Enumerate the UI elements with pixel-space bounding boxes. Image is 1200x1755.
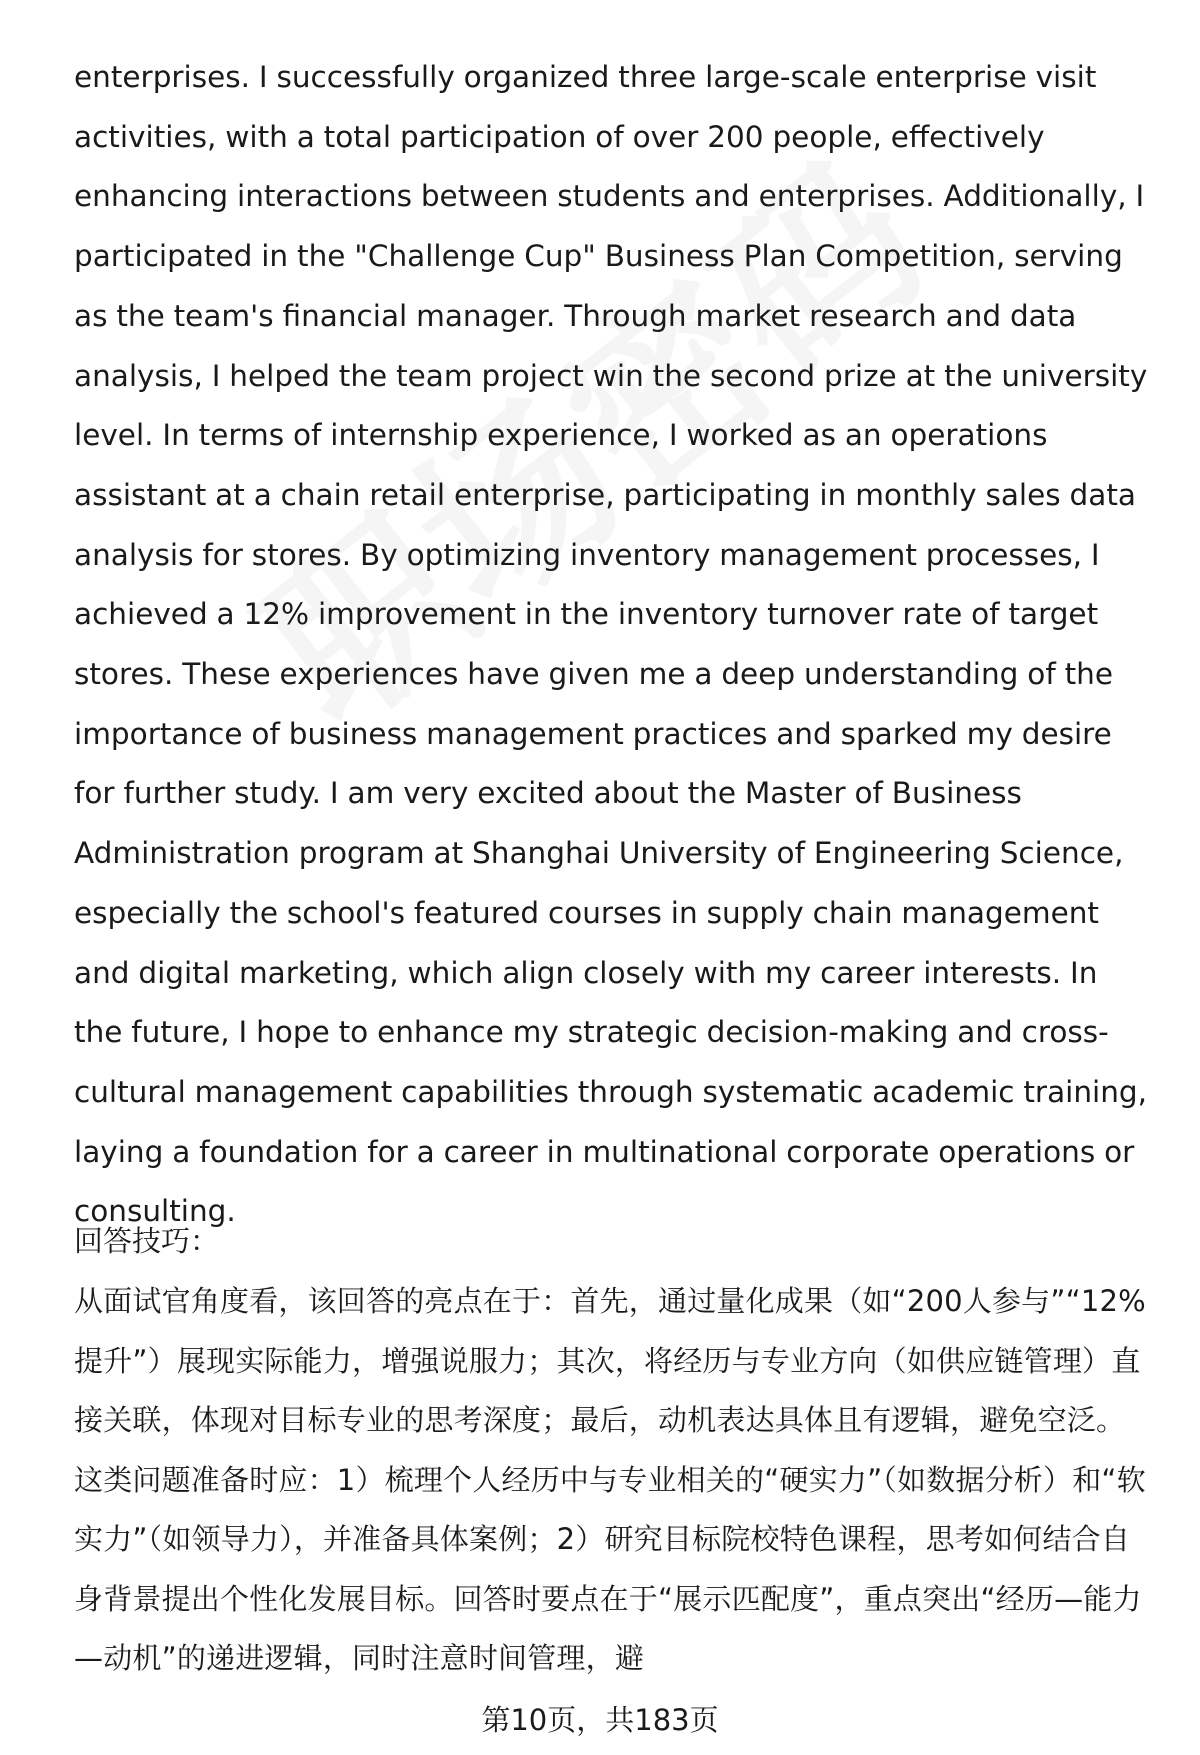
tips-paragraph: 从面试官角度看，该回答的亮点在于：首先，通过量化成果（如“200人参与”“12%提升”）展现实际能力，增强说服力；其次，将经历与专业方向（如供应链管理）直接关联，体现对目标专业的思考深度；最后，动机表达具体且有逻辑，避免空泛。这类问题准备时应：1）梳理个人经历中与专业相关的“硬实力”（如数据分析）和“软实力”（如领导力），并准备具体案例；2）研究目标院校特色课程，思考如何结合自身背景提出个性化发展目标。回答时要点在于“展示匹配度”，重点突出“经历—能力—动机”的递进逻辑，同时注意时间管理，避 xyxy=(74,1284,1146,1675)
essay-paragraph: enterprises. I successfully organized three large-scale enterprise visit activities, with a total participation of over 200 people, effectively enhancing interactions between students and enterprises. Additionally, I participated in the "Challenge Cup" Business Plan Competition, serving as the team's financial manager. Through market research and data analysis, I helped the team project win the second prize at the university level. In terms of internship experience, I worked as an operations assistant at a chain retail enterprise, participating in monthly sales data analysis for stores. By optimizing inventory management processes, I achieved a 12% improvement in the inventory turnover rate of target stores. These experiences have given me a deep understanding of the importance of business management practices and sparked my desire for further study. I am very excited about the Master of Business Administration program at Shanghai University of Engineering Science, especially the school's featured courses in supply chain management and digital marketing, which align closely with my career interests. In the future, I hope to enhance my strategic decision-making and cross-cultural management capabilities through systematic academic training, laying a foundation for a career in multinational corporate operations or consulting. xyxy=(74,60,1148,1229)
page-number-footer: 第10页，共183页 xyxy=(481,1703,719,1737)
tips-heading: 回答技巧： xyxy=(74,1224,220,1258)
